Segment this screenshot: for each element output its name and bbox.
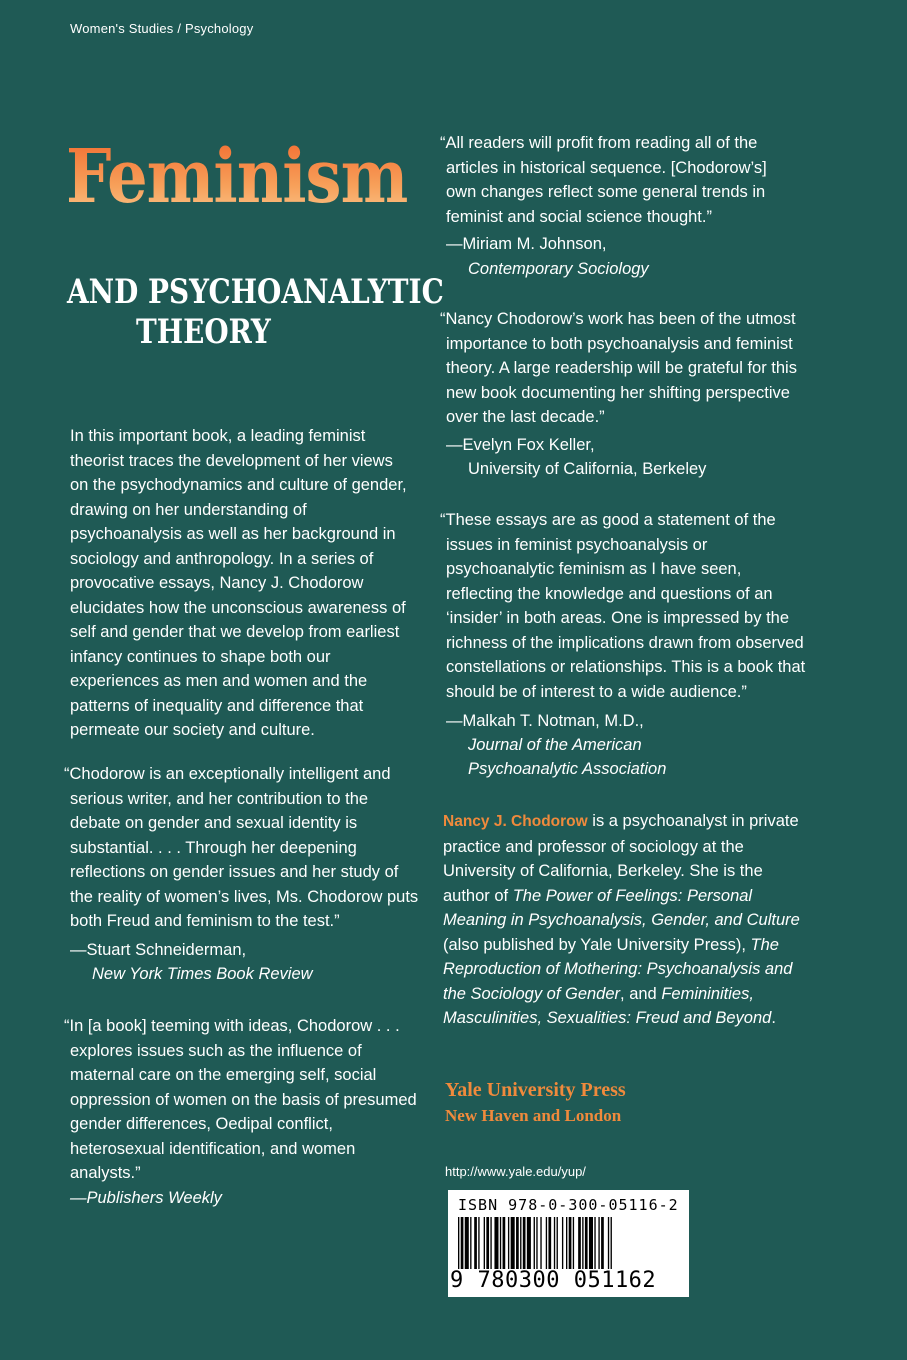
review-quote-1: “Chodorow is an exceptionally intelligent and serious writer, and her contribution to the debate on gender and sexual identity is substantial. . . . Through her deepening reflections on gender issues and her study of the reality of women’s lives, Ms. Chodorow puts both Freud and feminism to the test.” (64, 765, 419, 930)
review-source-5-line1: Journal of the American (468, 736, 642, 754)
barcode-bar (534, 1217, 535, 1269)
author-bio (443, 809, 803, 1031)
book-description: In this important book, a leading feminist theorist traces the development of her views on the psychodynamics and culture of gender, drawing on her understanding of psychoanalysis as well as her background in sociology and anthropology. In a series of provocative essays, Nancy J. Chodorow elucidates how the unconscious awareness of self and gender that we develop from earliest infancy continues to shape both our experiences as men and women and the patterns of inequality and difference that permeate our society and culture. (70, 427, 407, 739)
barcode-bar (573, 1217, 574, 1269)
publisher-url: http://www.yale.edu/yup/ (445, 1164, 586, 1179)
barcode-bar (569, 1217, 572, 1269)
bio-text: (also published by Yale University Press), (443, 935, 751, 954)
review-author-4: —Evelyn Fox Keller, (446, 436, 595, 454)
review-source-3: Contemporary Sociology (468, 260, 649, 278)
bio-text: is a psychoanalyst in private practice and professor of sociology at the University of California, Berkeley. She is the author of (443, 812, 799, 905)
isbn-text: ISBN 978-0-300-05116-2 (458, 1196, 679, 1214)
author-name: Nancy J. Chodorow (443, 813, 588, 830)
bio-book-title: Femininities, Masculinities, Sexualities: Freud and Beyond (443, 984, 772, 1027)
barcode-bar (511, 1217, 515, 1269)
publisher-name: Yale University Press (445, 1079, 626, 1101)
review-source-4: University of California, Berkeley (468, 460, 707, 478)
barcode-bar (611, 1217, 612, 1269)
barcode-bar (508, 1217, 509, 1269)
barcode-bar (598, 1217, 599, 1269)
barcode-bar (461, 1217, 464, 1269)
barcode-bar (554, 1217, 555, 1269)
barcode-bar (523, 1217, 526, 1269)
bio-book-title: The Power of Feelings: Personal Meaning in Psychoanalysis, Gender, and Culture (443, 886, 800, 929)
barcode-bar (486, 1217, 489, 1269)
barcode-bar (474, 1217, 477, 1269)
barcode-bar (484, 1217, 485, 1269)
barcode-bar (516, 1217, 519, 1269)
barcode-bar (608, 1217, 609, 1269)
review-author-5: —Malkah T. Notman, M.D., (446, 712, 644, 730)
review-source-1: New York Times Book Review (92, 965, 313, 983)
barcode-bars (456, 1217, 681, 1269)
barcode-bar (494, 1217, 498, 1269)
review-author-3: —Miriam M. Johnson, (446, 235, 607, 253)
barcode-bar (458, 1217, 459, 1269)
barcode-bar (540, 1217, 541, 1269)
review-quote-2: “In [a book] teeming with ideas, Chodorow . . . explores issues such as the influence of maternal care on the emerging self, social oppression of women on the basis of presumed gender differences, Oedipal conflict, heterosexual identification, and women analysts.” (64, 1017, 417, 1182)
barcode-bar (578, 1217, 581, 1269)
bio-book-title: The Reproduction of Mothering: Psychoanalysis and the Sociology of Gender (443, 935, 793, 1003)
publisher-place: New Haven and London (445, 1106, 622, 1125)
book-subtitle-line2: THEORY (136, 312, 271, 352)
review-source-2: —Publishers Weekly (70, 1189, 222, 1207)
barcode-bar (527, 1217, 531, 1269)
barcode-bar (500, 1217, 501, 1269)
review-quote-5: “These essays are as good a statement of the issues in feminist psychoanalysis or psychoanalytic feminism as I have seen, reflecting the knowledge and questions of an ‘insider’ in both areas. One is impressed by the richness of the implications drawn from observed constellations or relationships. This is a book that should be of interest to a wide audience.” (440, 511, 806, 701)
barcode-number: 9 780300 051162 (450, 1268, 657, 1293)
barcode-bar (536, 1217, 537, 1269)
review-source-5-line2: Psychoanalytic Association (468, 760, 667, 778)
barcode-bar (478, 1217, 479, 1269)
barcode-bar (548, 1217, 551, 1269)
review-author-1: —Stuart Schneiderman, (70, 941, 247, 959)
barcode-bar (520, 1217, 521, 1269)
review-quote-3: “All readers will profit from reading all of the articles in historical sequence. [Chodorow’s] own changes reflect some general trends in feminist and social science thought.” (440, 134, 767, 226)
barcode-bar (566, 1217, 567, 1269)
barcode-bar (594, 1217, 595, 1269)
barcode-bar (470, 1217, 471, 1269)
book-subtitle-line1: AND PSYCHOANALYTIC (67, 272, 444, 312)
barcode-bar (557, 1217, 558, 1269)
barcode-bar (585, 1217, 588, 1269)
bio-text: . (771, 1009, 776, 1027)
barcode-bar (465, 1217, 469, 1269)
category-label: Women's Studies / Psychology (70, 21, 254, 36)
barcode-bar (503, 1217, 506, 1269)
bio-text: , and (620, 984, 662, 1003)
barcode-bar (562, 1217, 563, 1269)
book-title: Feminism (66, 134, 408, 221)
barcode-bar (589, 1217, 593, 1269)
barcode-bar (601, 1217, 604, 1269)
barcode-bar (490, 1217, 491, 1269)
barcode (448, 1190, 689, 1297)
review-quote-4: “Nancy Chodorow’s work has been of the utmost importance to both psychoanalysis and feminist theory. A large readership will be grateful for this new book documenting her shifting perspective over the last decade.” (440, 310, 797, 426)
barcode-bar (582, 1217, 583, 1269)
barcode-bar (546, 1217, 547, 1269)
